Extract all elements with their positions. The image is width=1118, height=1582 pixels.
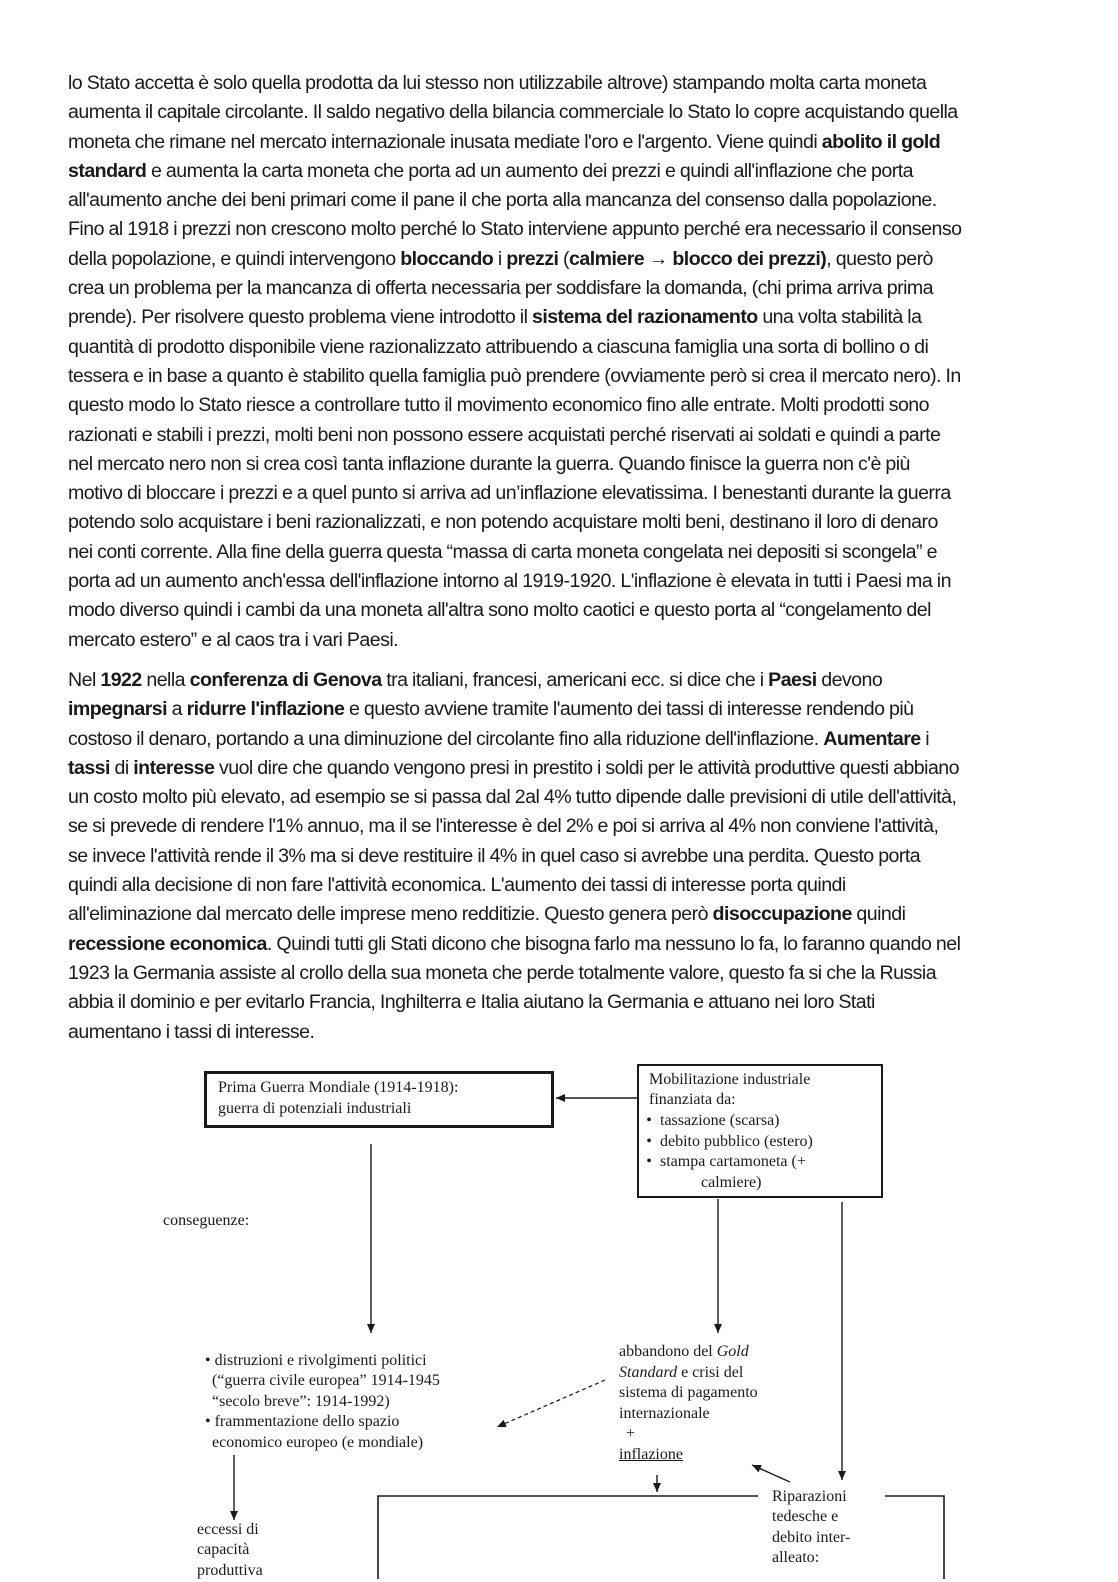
text-line: nel mercato nero non si crea così tanta inflazione durante la guerra. Quando finisce la guerra non c'è più bbox=[68, 452, 910, 475]
gold-line: internazionale bbox=[619, 1405, 710, 1422]
text-line: standard e aumenta la carta moneta che porta ad un aumento dei prezzi e quindi all'inflazione che porta bbox=[68, 159, 913, 182]
mobilization-item: • debito pubblico (estero) bbox=[638, 1132, 813, 1153]
gold-line: Standard e crisi del bbox=[619, 1364, 744, 1381]
text-line: abbia il dominio e per evitarlo Francia, Inghilterra e Italia aiutano la Germania e attuano nei loro Stati bbox=[68, 991, 875, 1014]
text-line: crea un problema per la mancanza di offerta necessaria per soddisfare la domanda, (chi prima arriva prima bbox=[68, 277, 933, 300]
text-line: motivo di bloccare i prezzi e a quel punto si arriva ad un’inflazione elevatissima. I benestanti durante la guerra bbox=[68, 482, 951, 505]
reparations-line: alleato: bbox=[772, 1549, 820, 1566]
text-line: nei conti corrente. Alla fine della guerra questa “massa di carta moneta congelata nei depositi si scongela” e bbox=[68, 540, 937, 563]
paragraph-inflation-war bbox=[68, 69, 1058, 655]
war-box-title: Prima Guerra Mondiale (1914-1918): bbox=[218, 1079, 459, 1096]
text-line: della popolazione, e quindi intervengono bloccando i prezzi (calmiere → blocco dei prezzi), questo però bbox=[68, 247, 933, 270]
text-line: impegnarsi a ridurre l'inflazione e questo avviene tramite l'aumento dei tassi di interesse rendendo più bbox=[68, 698, 914, 721]
text-line: prende). Per risolvere questo problema viene introdotto il sistema del razionamento una volta stabilità la bbox=[68, 306, 922, 329]
text-line: modo diverso quindi i cambi da una moneta all'altra sono molto caotici e questo porta al “congelamento del bbox=[68, 599, 931, 622]
destruction-line: “secolo breve”: 1914-1992) bbox=[212, 1393, 390, 1410]
consequences-label: conseguenze: bbox=[163, 1212, 250, 1229]
reparations-line: tedesche e bbox=[772, 1508, 839, 1525]
text-line: 1923 la Germania assiste al crollo della sua moneta che perde totalmente valore, questo fa si che la Russia bbox=[68, 961, 937, 984]
diagram-arrows bbox=[0, 1060, 1118, 1579]
destruction-line: • distruzioni e rivolgimenti politici bbox=[205, 1352, 427, 1369]
excess-line: eccessi di bbox=[197, 1521, 259, 1538]
mobilization-item: • stampa cartamoneta (+ bbox=[638, 1152, 806, 1173]
text-line: se si prevede di rendere l'1% annuo, ma il se l'interesse è del 2% e poi si arriva al 4% non conviene l'attività, bbox=[68, 815, 939, 838]
excess-line: produttiva bbox=[197, 1562, 263, 1579]
text-line: potendo solo acquistare i beni razionalizzati, e non potendo acquistare molti beni, destinano il loro di denaro bbox=[68, 511, 938, 534]
text-line: Nel 1922 nella conferenza di Genova tra italiani, francesi, americani ecc. si dice che i Paesi devono bbox=[68, 669, 883, 691]
text-line: un costo molto più elevato, ad esempio se si passa dal 2al 4% tutto dipende dalle previsioni di utile dell'attività, bbox=[68, 786, 957, 809]
gold-plus: + bbox=[626, 1425, 636, 1442]
text-line: razionati e stabili i prezzi, molti beni non possono essere acquistati perché riservati ai soldati e quindi a parte bbox=[68, 423, 941, 446]
destruction-line: • frammentazione dello spazio bbox=[205, 1413, 400, 1430]
text-line: Fino al 1918 i prezzi non crescono molto perché lo Stato interviene appunto perché era necessario il consenso bbox=[68, 218, 962, 241]
text-line: all'aumento anche dei beni primari come il pane il che porta alla mancanza del consenso dalla popolazione. bbox=[68, 189, 937, 212]
text-line: aumenta il capitale circolante. Il saldo negativo della bilancia commerciale lo Stato lo copre acquistando quella bbox=[68, 101, 958, 124]
arrow-reparations-to-inflation bbox=[752, 1465, 790, 1482]
paragraph-genova-conference bbox=[68, 666, 1058, 1047]
text-line: tessera e in base a quanto è stabilito quella famiglia può prendere (ovviamente però si crea il mercato nero). In bbox=[68, 364, 961, 387]
text-line: quindi alla decisione di non fare l'attività economica. L'aumento dei tassi di interesse porta quindi bbox=[68, 874, 846, 897]
text-line: porta ad un aumento anch'essa dell'inflazione intorno al 1919-1920. L'inflazione è elevata in tutti i Paesi ma in bbox=[68, 570, 951, 593]
destruction-line: economico europeo (e mondiale) bbox=[212, 1434, 424, 1451]
bottom-box-right-top-border bbox=[885, 1496, 944, 1579]
inflazione-label: inflazione bbox=[619, 1446, 683, 1463]
text-line: recessione economica. Quindi tutti gli Stati dicono che bisogna farlo ma nessuno lo fa, lo faranno quando nel bbox=[68, 932, 961, 955]
gold-line: sistema di pagamento bbox=[619, 1384, 758, 1401]
mobilization-title: Mobilitazione industriale bbox=[649, 1071, 811, 1088]
text-line: moneta che rimane nel mercato internazionale inusata mediate l'oro e l'argento. Viene quindi abolito il gold bbox=[68, 130, 941, 153]
destruction-line: (“guerra civile europea” 1914-1945 bbox=[212, 1372, 440, 1389]
bottom-box-left-top-border bbox=[378, 1496, 758, 1579]
text-line: mercato estero” e al caos tra i vari Paesi. bbox=[68, 628, 399, 651]
wwi-consequences-diagram bbox=[0, 1060, 1118, 1579]
arrow-gold-to-destruction bbox=[497, 1380, 605, 1427]
text-line: all'eliminazione dal mercato delle imprese meno redditizie. Questo genera però disoccupazione quindi bbox=[68, 903, 906, 926]
text-line: se invece l'attività rende il 3% ma si deve restituire il 4% in quel caso si avrebbe una perdita. Questo porta bbox=[68, 844, 921, 867]
text-line: questo modo lo Stato riesce a controllare tutto il movimento economico fino alle entrate. Molti prodotti sono bbox=[68, 394, 929, 417]
gold-line: abbandono del Gold bbox=[619, 1343, 749, 1360]
mobilization-item: • tassazione (scarsa) bbox=[638, 1111, 780, 1132]
reparations-line: Riparazioni bbox=[772, 1488, 847, 1505]
text-line: quantità di prodotto disponibile viene razionalizzato attribuendo a ciascuna famiglia una sorta di bollino o di bbox=[68, 335, 929, 358]
text-line: lo Stato accetta è solo quella prodotta da lui stesso non utilizzabile altrove) stampando molta carta moneta bbox=[68, 72, 927, 94]
war-box-subtitle: guerra di potenziali industriali bbox=[218, 1100, 412, 1117]
mobilization-item-cont: calmiere) bbox=[701, 1174, 762, 1191]
text-line: aumentano i tassi di interesse. bbox=[68, 1020, 315, 1043]
reparations-line: debito inter- bbox=[772, 1529, 851, 1546]
excess-line: capacità bbox=[197, 1541, 250, 1558]
text-line: costoso il denaro, portando a una diminuzione del circolante fino alla riduzione dell'inflazione. Aumentare i bbox=[68, 727, 930, 750]
mobilization-subtitle: finanziata da: bbox=[649, 1091, 736, 1108]
text-line: tassi di interesse vuol dire che quando vengono presi in prestito i soldi per le attività produttive questi abbiano bbox=[68, 756, 959, 779]
